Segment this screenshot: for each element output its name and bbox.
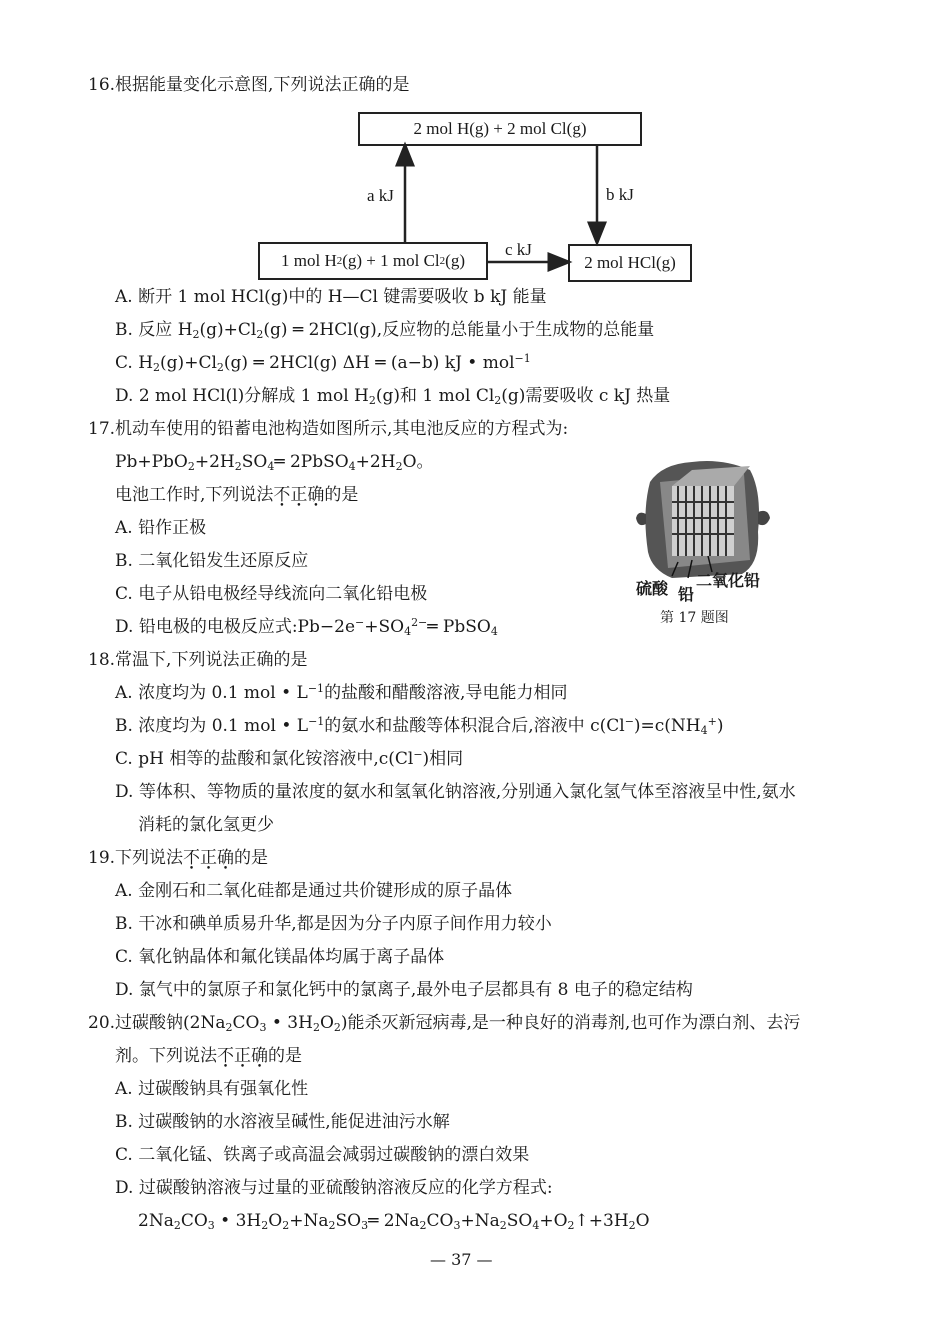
q18-option-d-line1: D. 等体积、等物质的量浓度的氨水和氢氧化钠溶液,分别通入氯化氢气体至溶液呈中性,氨水: [115, 782, 796, 802]
q16-option-a: A. 断开 1 mol HCl(g)中的 H—Cl 键需要吸收 b kJ 能量: [115, 287, 547, 307]
q19-option-b: B. 干冰和碘单质易升华,都是因为分子内原子间作用力较小: [115, 914, 552, 934]
q20-stem-line1: 20.过碳酸钠($2Na_2CO_3$ • $3H_2O_2$)能杀灭新冠病毒,是一种良好的消毒剂,也可作为漂白剂、去污: [88, 1013, 801, 1034]
q16-option-c: C. $H_2(g)+Cl_2(g)$ ═ 2HCl(g) ΔH ═ (a−b) kJ • mol$^{-1}$: [115, 352, 531, 374]
q17-option-d: D. 铅电极的电极反应式$:Pb-2e^-+SO_4^{2-}═$ PbSO$_4$: [115, 616, 498, 638]
q17-stem: 17.机动车使用的铅蓄电池构造如图所示,其电池反应的方程式为:: [88, 419, 569, 439]
left-box-part: (g): [445, 251, 465, 270]
q16-option-b: B. 反应 $H_2(g)+Cl_2(g)$ ═ 2HCl(g),反应物的总能量小于生成物的总能量: [115, 320, 655, 341]
q18-option-c: C. pH 相等的盐酸和氯化铵溶液中,c(Cl−)相同: [115, 748, 464, 769]
q17-option-a: A. 铅作正极: [115, 518, 207, 538]
q19-option-a: A. 金刚石和二氧化硅都是通过共价键形成的原子晶体: [115, 881, 513, 901]
q20-option-c: C. 二氧化锰、铁离子或高温会减弱过碳酸钠的漂白效果: [115, 1145, 530, 1165]
label-b: b kJ: [606, 185, 634, 204]
q20-option-a: A. 过碳酸钠具有强氧化性: [115, 1079, 309, 1099]
label-lead: 铅: [678, 585, 695, 604]
q18-option-d-line2: 消耗的氯化氢更少: [138, 815, 274, 835]
q16-stem: 16.根据能量变化示意图,下列说法正确的是: [88, 75, 410, 95]
q17-option-c: C. 电子从铅电极经导线流向二氧化铅电极: [115, 584, 428, 604]
q18-option-b: B. 浓度均为 0.1 mol • $L^{-1}$的氨水和盐酸等体积混合后,溶液中 $c(Cl^-)=c(NH_4^+)$: [115, 715, 724, 737]
q20-stem-line2: 剂。下列说法不正确的是: [115, 1046, 302, 1066]
left-box-part: (g) + 1 mol Cl: [342, 251, 440, 270]
diagram-arrows: [0, 0, 950, 300]
label-a: a kJ: [367, 186, 394, 205]
q16-option-d: D. 2 mol HCl(l)分解成 1 mol $H_2(g)$和 1 mol $Cl_2(g)$需要吸收 c kJ 热量: [115, 386, 671, 407]
q20-equation: $2Na_2CO_3$ • $3H_2O_2+Na_2SO_3═$ $2Na_2CO_3+Na_2SO_4+O_2↑+3H_2O$: [138, 1211, 650, 1232]
q20-option-b: B. 过碳酸钠的水溶液呈碱性,能促进油污水解: [115, 1112, 450, 1132]
figure-caption: 第 17 题图: [660, 610, 729, 626]
q19-option-c: C. 氧化钠晶体和氟化镁晶体均属于离子晶体: [115, 947, 445, 967]
left-box: 1 mol H 2 (g) + 1 mol Cl 2 (g): [258, 242, 488, 280]
page-number: — 37 —: [430, 1250, 493, 1269]
q18-option-a: A. 浓度均为 0.1 mol • $L^{-1}$的盐酸和醋酸溶液,导电能力相同: [115, 682, 568, 703]
label-lead-dioxide: 二氧化铅: [696, 571, 761, 590]
q19-stem: 19.下列说法不正确的是: [88, 848, 269, 868]
label-c: c kJ: [505, 240, 532, 259]
q18-stem: 18.常温下,下列说法正确的是: [88, 650, 308, 670]
q17-option-b: B. 二氧化铅发生还原反应: [115, 551, 309, 571]
q19-option-d: D. 氯气中的氯原子和氯化钙中的氯离子,最外电子层都具有 8 电子的稳定结构: [115, 980, 693, 1000]
left-box-part: 1 mol H: [281, 251, 337, 270]
q20-option-d: D. 过碳酸钠溶液与过量的亚硫酸钠溶液反应的化学方程式:: [115, 1178, 553, 1198]
q17-prompt: 电池工作时,下列说法不正确的是: [115, 485, 359, 505]
right-box: 2 mol HCl(g): [568, 244, 692, 282]
label-sulfuric-acid: 硫酸: [636, 579, 669, 598]
q17-equation: $Pb+PbO_2+2H_2SO_4═$ $2PbSO_4+2H_2O$。: [115, 452, 434, 473]
top-box: 2 mol H(g) + 2 mol Cl(g): [358, 112, 642, 146]
